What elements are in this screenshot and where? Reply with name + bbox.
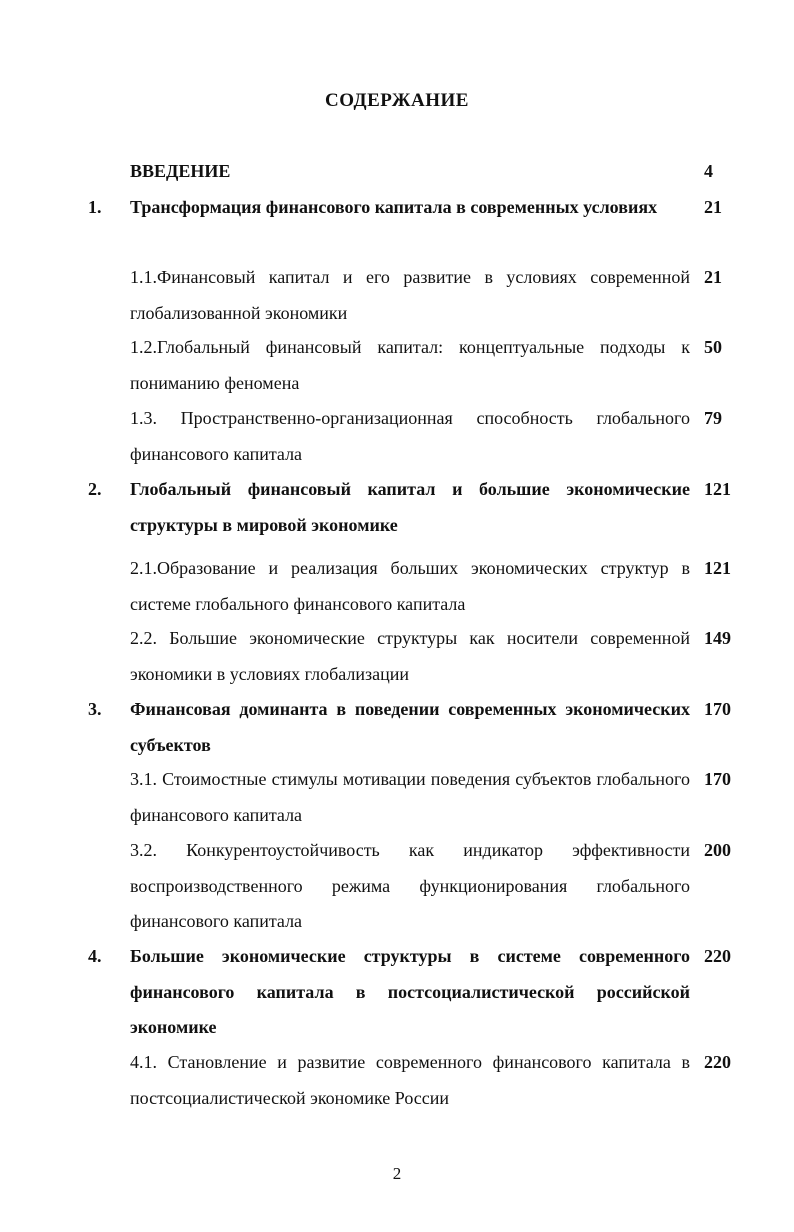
toc-entry-page: 50 [704, 337, 722, 357]
toc-entry-page: 220 [704, 1052, 731, 1072]
page-number: 2 [392, 1164, 402, 1183]
toc-entry-text: 4.1. Становление и развитие современного финансового капитала в постсоциалистической экономике России [130, 1052, 690, 1108]
toc-entry-text: ВВЕДЕНИЕ [130, 161, 231, 181]
toc-entry-text: Финансовая доминанта в поведении современных экономических субъектов [130, 699, 690, 755]
toc-entry-page: 149 [704, 628, 731, 648]
toc-entry-page: 121 [704, 558, 731, 578]
toc-entry-page: 220 [704, 946, 731, 966]
toc-entry-page: 4 [704, 161, 713, 181]
toc-entry-number: 2. [88, 479, 102, 499]
toc-entry-text: Глобальный финансовый капитал и большие экономические структуры в мировой экономике [130, 479, 690, 535]
toc-entry-page: 170 [704, 769, 731, 789]
page-title: СОДЕРЖАНИЕ [325, 90, 469, 111]
toc-entry-page: 21 [704, 267, 722, 287]
toc-entry-text: 2.2. Большие экономические структуры как носители современной экономики в условиях глобализации [130, 628, 690, 684]
toc-entry-text: 1.1.Финансовый капитал и его развитие в условиях современной глобализованной экономики [130, 267, 690, 323]
toc-entry-text: 3.1. Стоимостные стимулы мотивации поведения субъектов глобального финансового капитала [130, 769, 690, 825]
toc-entry-page: 121 [704, 479, 731, 499]
toc-entry-number: 3. [88, 699, 102, 719]
toc-entry-page: 79 [704, 408, 722, 428]
toc-entry-text: Большие экономические структуры в системе современного финансового капитала в постсоциалистической российской экономике [130, 946, 690, 1037]
toc-entry-page: 200 [704, 840, 731, 860]
toc-entry-page: 21 [704, 197, 722, 217]
toc-entry-number: 1. [88, 197, 102, 217]
toc-entry-text: 2.1.Образование и реализация больших экономических структур в системе глобального финансового капитала [130, 558, 690, 614]
toc-entry-text: 1.3. Пространственно-организационная способность глобального финансового капитала [130, 408, 690, 464]
toc-entry-number: 4. [88, 946, 102, 966]
toc-entry-text: 1.2.Глобальный финансовый капитал: концептуальные подходы к пониманию феномена [130, 337, 690, 393]
toc-entry-text: 3.2. Конкурентоустойчивость как индикатор эффективности воспроизводственного режима функционирования глобального финансового капитала [130, 840, 690, 931]
toc-entry-text: Трансформация финансового капитала в современных условиях [130, 197, 658, 217]
toc-entry-page: 170 [704, 699, 731, 719]
